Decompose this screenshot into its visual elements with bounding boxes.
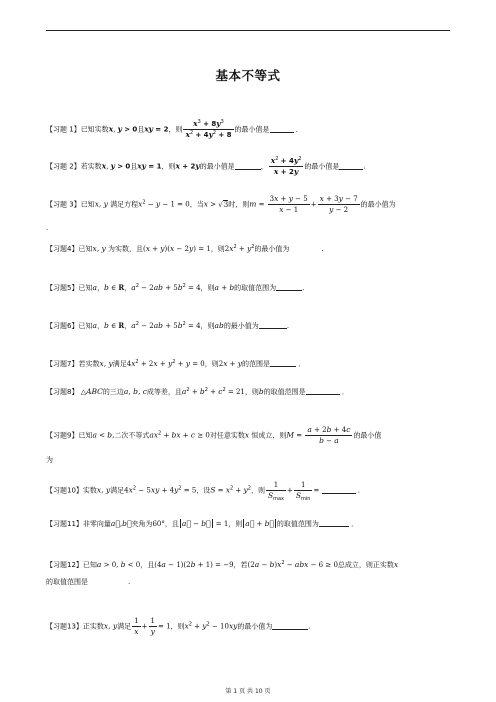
fraction: $\frac{1}{x}$: [134, 617, 139, 636]
page-title: 基本不等式: [215, 68, 281, 83]
fraction: $\frac{x^3 + 8y^3}{x^2 + 4y^2 + 8}$: [185, 119, 232, 139]
answer-blank: [339, 161, 363, 170]
fraction: $\frac{1}{S_{max}}$: [267, 481, 285, 502]
answer-blank: [322, 485, 356, 494]
exercise-4: 【习题4】已知x, y 为实数，且(x + y)(x − 2y) = 1，则$2x^2 + y^2$的最小值为 .: [46, 244, 324, 253]
fraction: $\frac{1}{y}$: [150, 617, 155, 636]
exercise-9: 【习题9】已知a < b,二次不等式$ax^2$ + bx + c ≥ 0对任意实数x 恒成立，则M = $\frac{a + 2b + 4c}{b - a}$ 的最小值: [46, 425, 382, 445]
answer-blank: [306, 386, 340, 395]
header-rule: [46, 30, 450, 31]
exercise-8: 【习题8】 △ABC的三边a, b, c成等差，且$a^2 + b^2 + c^2 = 21$，则b的取值范围是 ．: [46, 387, 349, 396]
answer-blank: [270, 358, 296, 367]
fraction: $\frac{1}{S_{min}}$: [295, 481, 311, 502]
exercise-9-continuation: 为: [46, 456, 53, 464]
exercise-2: 【习题 2】若实数x, y > 0且xy = 1，则x + 2y的最小值是 ， $\frac{x^2 + 4y^2}{x + 2y}$ 的最小值是 .: [46, 156, 366, 176]
exercise-12-continuation: 的取值范围是 .: [46, 578, 131, 586]
exercise-10: 【习题10】实数x, y满足$4x^2 - 5xy + 4y^2 = 5$，设$S = x^2 + y^2$，则 $\frac{1}{S_{max}}$ + $\frac{1}{S_{min}}$ = .: [46, 481, 361, 502]
exercise-11: 【习题11】非零向量a⃗,b⃗夹角为60°，且 a⃗ − b⃗ = 1，则 a⃗ + b⃗ 的取值范围为 ．: [46, 519, 359, 528]
exercise-5: 【习题5】已知a，b ∈ R，$a^2 - 2ab + 5b^2 = 4$，则a + b的取值范围为 .: [46, 283, 305, 292]
answer-blank: [272, 621, 308, 630]
exercise-13: 【习题13】正实数x, y满足 $\frac{1}{x}$ + $\frac{1}{y}$ = 1，则$x^2 + y^2 - 10xy$的最小值为 .: [46, 617, 311, 636]
answer-blank: [319, 518, 349, 527]
exercise-tag: 【习题 1】: [46, 125, 81, 134]
exercise-3: 【习题 3】已知x, y 满足方程$x^2 - y - 1 = 0$，当x > √3时，则m = $\frac{3x + y - 5}{x - 1}$ + $\frac{x + 3y - 7}{y - 2}$ 的最小值为: [46, 194, 396, 214]
fraction: $\frac{x^2 + 4y^2}{x + 2y}$: [270, 156, 302, 176]
fraction: $\frac{x + 3y - 7}{y - 2}$: [319, 194, 358, 214]
answer-blank: [259, 320, 287, 329]
exercise-1: 【习题 1】已知实数x, y > 0且xy = 2，则 $\frac{x^3 + 8y^3}{x^2 + 4y^2 + 8}$ 的最小值是 ．: [46, 119, 303, 139]
answer-blank: [270, 124, 294, 133]
page-footer: 第 1 页 共 10 页: [225, 688, 271, 695]
exercise-6: 【习题6】已知a，b ∈ R，$a^2 - 2ab + 5b^2 = 4$，则ab的最小值为 .: [46, 321, 290, 330]
exercise-12: 【习题12】已知a > 0, b < 0，且(4a − 1)(2b + 1) = −9，若$(2a - b)x^2$ − abx − 6 ≥ 0总成立，则正实数x: [46, 560, 399, 569]
answer-blank: [235, 161, 261, 170]
fraction: $\frac{3x + y - 5}{x - 1}$: [269, 194, 308, 214]
exercise-7: 【习题7】若实数x, y满足$4x^2 + 2x + y^2 + y = 0$，则2x + y的范围是 ．: [46, 359, 306, 368]
exercise-3-continuation: .: [46, 224, 49, 232]
fraction: $\frac{a + 2b + 4c}{b - a}$: [307, 425, 351, 445]
answer-blank: [276, 282, 302, 291]
